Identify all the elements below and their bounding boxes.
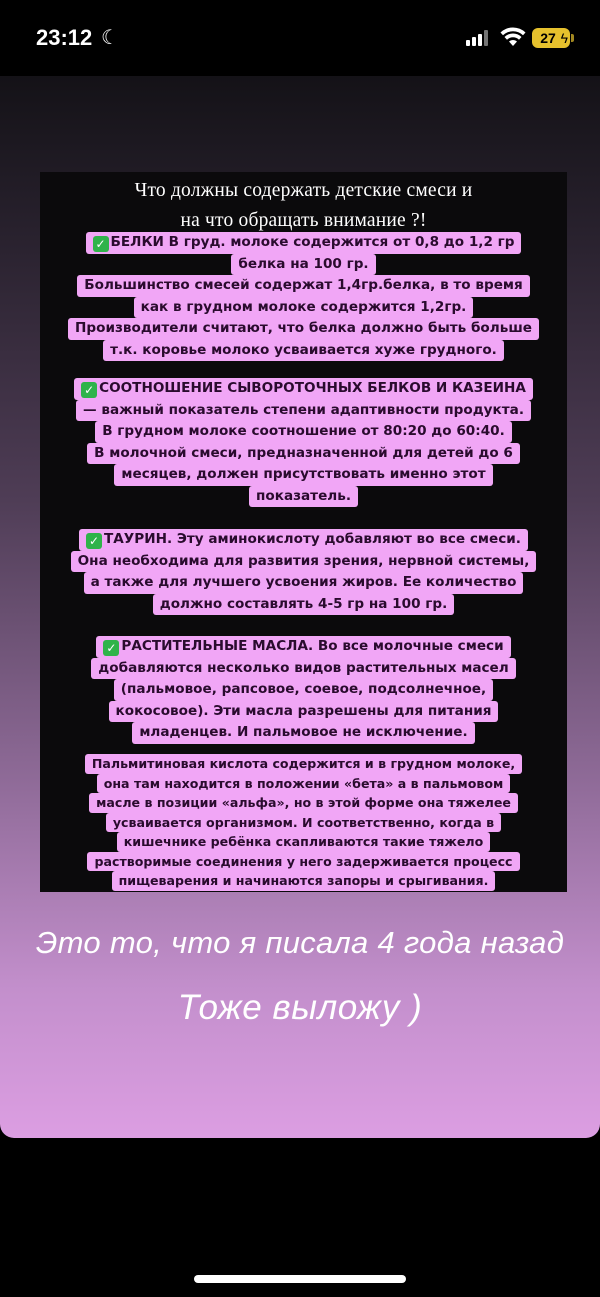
clock: 23:12 [36,25,93,50]
story-card[interactable] [0,76,600,1138]
taurine-block [40,529,567,615]
text-line: она там находится в положении «бета» а в пальмовом [97,774,511,794]
whey-casein-block [40,378,567,507]
moon-icon: ☾ [101,27,119,49]
text-line: Большинство смесей содержат 1,4гр.белка, в то время [77,275,530,297]
infographic-heading [40,176,567,236]
cellular-signal-icon [466,30,492,46]
story-caption-text: Это то, что я писала 4 года назад [35,925,565,960]
text-line: растворимые соединения у него задерживается процесс [87,852,519,872]
home-indicator[interactable] [194,1275,406,1283]
text-line: Пальмитиновая кислота содержится и в грудном молоке, [85,754,522,774]
battery-level: 27 [540,30,556,46]
text-line: должно составлять 4-5 гр на 100 гр. [153,594,455,616]
text-line: (пальмовое, рапсовое, соевое, подсолнечное, [114,679,493,701]
heading-line: Что должны содержать детские смеси и [134,180,473,201]
infographic-image [40,172,567,892]
proteins-block [40,232,567,361]
text-line: ✓ РАСТИТЕЛЬНЫЕ МАСЛА. Во все молочные смеси [96,636,510,658]
text-line: младенцев. И пальмовое не исключение. [132,722,474,744]
heading-line: на что обращать внимание ?! [180,210,427,231]
vegetable-oils-block [40,636,567,744]
text-line: ✓ СООТНОШЕНИЕ СЫВОРОТОЧНЫХ БЕЛКОВ И КАЗЕИНА [74,378,533,400]
text-line: — важный показатель степени адаптивности продукта. [76,400,531,422]
text-line: Производители считают, что белка должно быть больше [68,318,539,340]
check-mark-icon: ✓ [86,533,102,549]
text-line: белка на 100 гр. [231,254,375,276]
check-mark-icon: ✓ [103,640,119,656]
text-line: ✓ ТАУРИН. Эту аминокислоту добавляют во все смеси. [79,529,528,551]
text-line: ✓ БЕЛКИ В груд. молоке содержится от 0,8 до 1,2 гр [86,232,522,254]
text-line: усваивается организмом. И соответственно, когда в [106,813,501,833]
battery-tip [571,34,574,42]
text-line: Она необходима для развития зрения, нервной системы, [71,551,537,573]
text-line: В молочной смеси, предназначенной для детей до 6 [87,443,520,465]
text-line: месяцев, должен присутствовать именно этот [114,464,492,486]
text-line: пищеварения и начинаются запоры и срыгивания. [112,871,496,891]
check-mark-icon: ✓ [81,382,97,398]
palmitic-acid-block [40,754,567,891]
text-line: масле в позиции «альфа», но в этой форме она тяжелее [89,793,518,813]
charging-bolt-icon: ϟ [560,30,568,46]
wifi-icon [500,26,526,48]
text-line: показатель. [249,486,358,508]
status-bar [0,0,600,76]
text-line: а также для лучшего усвоения жиров. Ее количество [84,572,524,594]
check-mark-icon: ✓ [93,236,109,252]
battery-icon [532,28,570,48]
story-caption-text: Тоже выложу ) [177,988,423,1027]
text-line: добавляются несколько видов растительных масел [91,658,515,680]
text-line: как в грудном молоке содержится 1,2гр. [134,297,474,319]
text-line: В грудном молоке соотношение от 80:20 до 60:40. [95,421,512,443]
text-line: т.к. коровье молоко усваивается хуже грудного. [103,340,504,362]
text-line: кокосовое). Эти масла разрешены для питания [109,701,499,723]
text-line: кишечнике ребёнка скапливаются такие тяжело [117,832,491,852]
